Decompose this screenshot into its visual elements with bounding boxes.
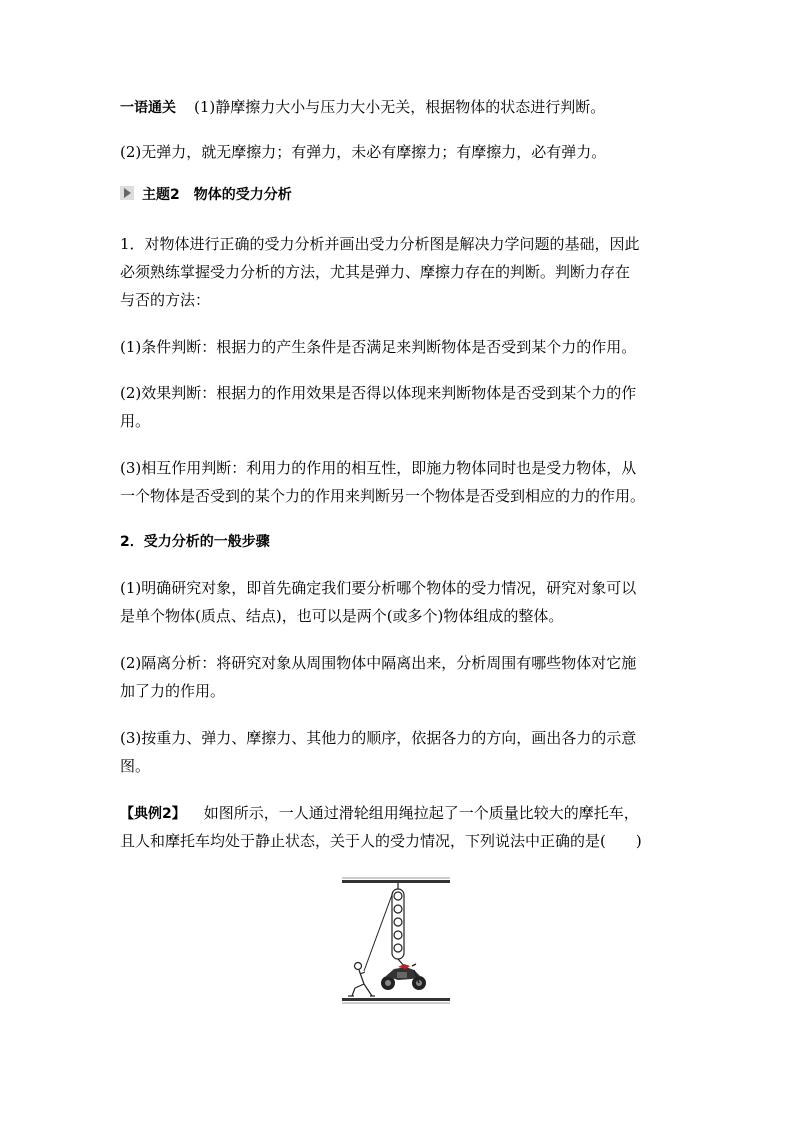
rope [364,892,393,971]
section1-intro-line-2: 必须熟练掌握受力分析的方法，尤其是弹力、摩擦力存在的判断。判断力存在 [120,263,631,281]
section2-step-1-line-1: (1)明确研究对象，即首先确定我们要分析哪个物体的受力情况，研究对象可以 [120,579,637,597]
pulley-block [392,883,404,966]
section1-intro-line-3: 与否的方法： [120,291,211,309]
pulley-figure [342,876,450,1004]
section1-intro-line-1: 1．对物体进行正确的受力分析并画出受力分析图是解决力学问题的基础，因此 [120,235,640,253]
section2-step-1-line-2: 是单个物体(质点、结点)，也可以是两个(或多个)物体组成的整体。 [120,607,564,625]
section2-step-3-line-2: 图。 [120,757,151,775]
topic-title: 主题2 物体的受力分析 [142,187,292,203]
section1-item-3-line-2: 一个物体是否受到的某个力的作用来判断另一个物体是否受到相应的力的作用。 [120,487,646,505]
example-line-2: 且人和摩托车均处于静止状态，关于人的受力情况，下列说法中正确的是( ) [120,832,642,850]
topic-heading [120,184,680,204]
ceiling-bar [342,880,450,883]
example-text-1: 如图所示，一人通过滑轮组用绳拉起了一个质量比较大的摩托车， [203,804,639,822]
section1-item-1: (1)条件判断：根据力的产生条件是否满足来判断物体是否受到某个力的作用。 [120,338,637,356]
play-triangle-icon [120,186,134,200]
section2-step-2-line-1: (2)隔离分析：将研究对象从周围物体中隔离出来，分析周围有哪些物体对它施 [120,654,637,672]
summary-line-2: (2)无弹力，就无摩擦力；有弹力，未必有摩擦力；有摩擦力，必有弹力。 [120,143,607,161]
example-label: 【典例2】 [120,806,186,822]
section2-step-2-line-2: 加了力的作用。 [120,682,226,700]
floor-bar [342,998,450,1001]
section1-item-3-line-1: (3)相互作用判断：利用力的作用的相互性，即施力物体同时也是受力物体，从 [120,459,637,477]
section1-item-2-line-1: (2)效果判断：根据力的作用效果是否得以体现来判断物体是否受到某个力的作 [120,384,637,402]
summary-line-1 [120,94,680,120]
section1-item-2-line-2: 用。 [120,412,151,430]
section2-step-3-line-1: (3)按重力、弹力、摩擦力、其他力的顺序，依据各力的方向，画出各力的示意 [120,729,637,747]
motorcycle-figure [381,964,426,990]
section2-title: 2．受力分析的一般步骤 [120,534,270,550]
person-figure [348,963,375,997]
example-line-1 [120,800,680,826]
summary-text-1: (1)静摩擦力大小与压力大小无关，根据物体的状态进行判断。 [194,98,606,116]
summary-label: 一语通关 [120,100,176,116]
